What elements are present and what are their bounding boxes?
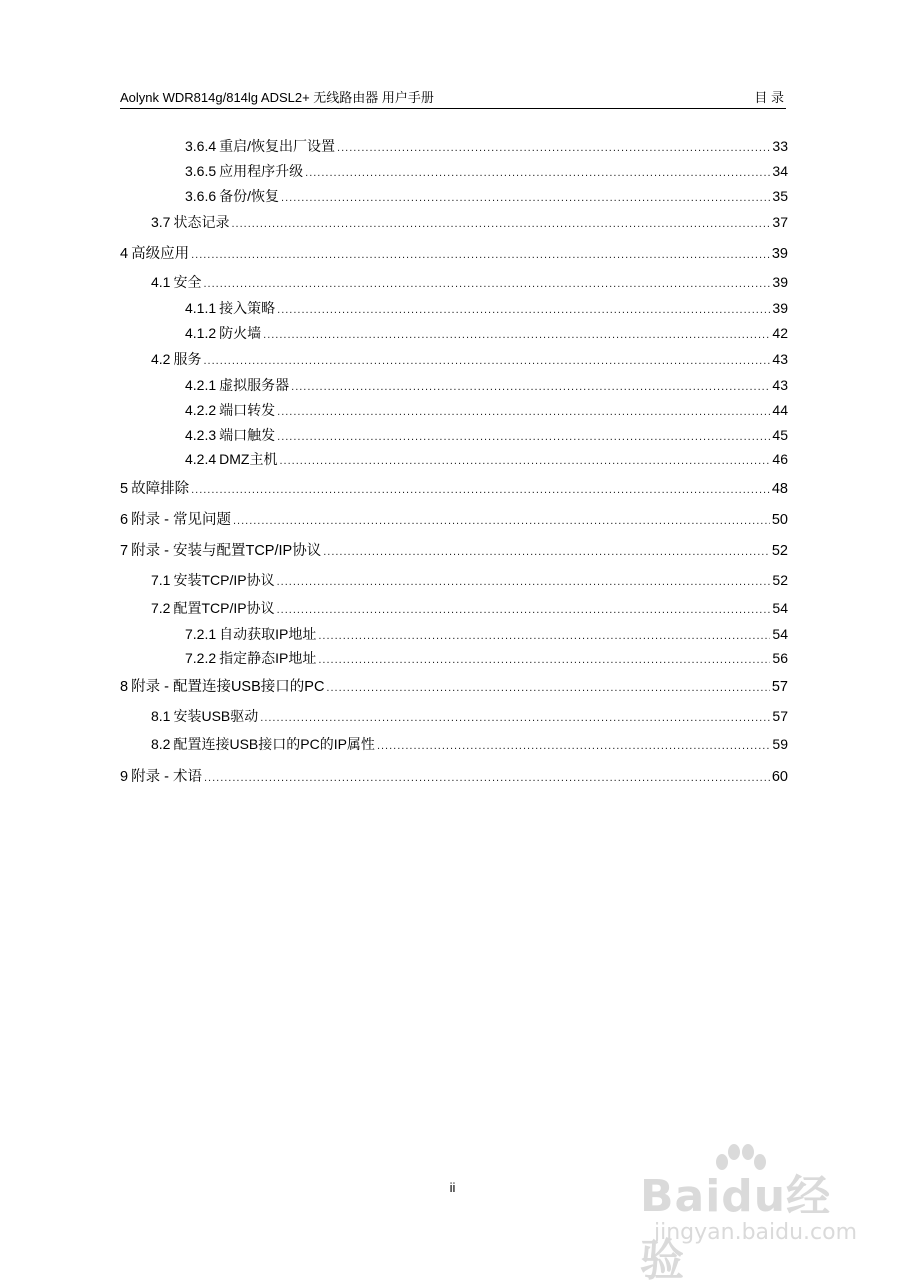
toc-leader-dots [191, 481, 770, 499]
toc-entry[interactable] [151, 571, 788, 591]
toc-entry[interactable] [185, 376, 788, 396]
toc-leader-dots [233, 512, 770, 530]
toc-entry-number: 4.1.2 [185, 325, 217, 341]
toc-entry-title: 自动获取IP地址 [219, 626, 317, 642]
toc-entry-title: 附录 - 配置连接USB接口的PC [131, 679, 325, 695]
toc-entry-title: 附录 - 常见问题 [131, 512, 231, 528]
toc-entry-title: 安装USB驱动 [173, 708, 259, 724]
page-header [120, 87, 784, 106]
toc-entry-page: 57 [772, 708, 788, 724]
toc-entry-page: 52 [772, 572, 788, 588]
toc-entry-title: DMZ主机 [219, 451, 278, 467]
toc-entry-number: 6 [120, 512, 129, 528]
toc-leader-dots [318, 627, 770, 645]
toc-entry-number: 4.2.1 [185, 377, 217, 393]
toc-entry-number: 3.6.5 [185, 163, 217, 179]
toc-entry-title: 安装TCP/IP协议 [173, 572, 275, 588]
toc-leader-dots [277, 601, 770, 619]
toc-entry-title: 应用程序升级 [219, 163, 304, 179]
toc-entry-number: 8.2 [151, 736, 171, 752]
toc-entry-page: 43 [772, 351, 788, 367]
toc-leader-dots [203, 275, 770, 293]
toc-leader-dots [326, 679, 769, 697]
toc-entry[interactable] [151, 707, 788, 727]
toc-entry-page: 43 [772, 377, 788, 393]
toc-entry-number: 8.1 [151, 708, 171, 724]
toc-entry-page: 54 [772, 600, 788, 616]
toc-entry-title: 指定静态IP地址 [219, 650, 317, 666]
toc-entry-page: 44 [772, 402, 788, 418]
watermark-url: jingyan.baidu.com [654, 1220, 858, 1245]
toc-entry[interactable] [120, 542, 788, 561]
toc-entry-number: 4.1.1 [185, 300, 217, 316]
toc-leader-dots [291, 378, 770, 396]
toc-entry[interactable] [151, 735, 788, 755]
toc-entry-page: 50 [771, 512, 788, 528]
toc-entry[interactable] [120, 245, 788, 264]
toc-entry-title: 防火墙 [219, 325, 262, 341]
toc-entry[interactable] [120, 768, 788, 787]
toc-leader-dots [318, 651, 770, 669]
toc-entry-number: 3.6.4 [185, 138, 217, 154]
toc-entry-number: 4.2.2 [185, 402, 217, 418]
section-name: 目 录 [754, 90, 784, 105]
toc-entry-number: 4 [120, 246, 129, 262]
toc-entry-number: 5 [120, 481, 129, 497]
toc-leader-dots [260, 709, 770, 727]
toc-entry-page: 57 [771, 679, 788, 695]
toc-entry-title: 安全 [173, 274, 202, 290]
toc-entry[interactable] [120, 511, 788, 530]
toc-entry-number: 7 [120, 543, 129, 559]
toc-entry-number: 4.1 [151, 274, 171, 290]
toc-entry-title: 配置TCP/IP协议 [173, 600, 275, 616]
toc-entry[interactable] [151, 213, 788, 233]
toc-leader-dots [277, 573, 770, 591]
document-title: Aolynk WDR814g/814lg ADSL2+ 无线路由器 用户手册 [120, 90, 434, 105]
toc-entry-title: 虚拟服务器 [219, 377, 290, 393]
toc-entry-title: 配置连接USB接口的PC的IP属性 [173, 736, 375, 752]
toc-entry-title: 附录 - 安装与配置TCP/IP协议 [131, 543, 322, 559]
toc-leader-dots [281, 189, 770, 207]
toc-entry-page: 56 [772, 650, 788, 666]
toc-entry-page: 35 [772, 188, 788, 204]
toc-entry-number: 7.1 [151, 572, 171, 588]
toc-entry-page: 34 [772, 163, 788, 179]
toc-entry[interactable] [185, 625, 788, 645]
toc-leader-dots [277, 428, 770, 446]
toc-leader-dots [231, 215, 770, 233]
toc-entry-page: 52 [771, 543, 788, 559]
toc-entry[interactable] [185, 401, 788, 421]
toc-entry-number: 3.6.6 [185, 188, 217, 204]
toc-leader-dots [191, 246, 770, 264]
toc-entry-title: 服务 [173, 351, 202, 367]
toc-leader-dots [204, 769, 770, 787]
toc-leader-dots [279, 452, 770, 470]
toc-entry-page: 60 [771, 769, 788, 785]
toc-entry-number: 4.2 [151, 351, 171, 367]
toc-entry-number: 9 [120, 769, 129, 785]
watermark-brand: Baidu经验 [640, 1171, 832, 1286]
toc-entry[interactable] [151, 599, 788, 619]
toc-entry-title: 备份/恢复 [219, 188, 280, 204]
toc-entry[interactable] [185, 299, 788, 319]
toc-entry[interactable] [185, 649, 788, 669]
toc-entry-page: 33 [772, 138, 788, 154]
toc-leader-dots [323, 543, 770, 561]
page-number: ii [449, 1180, 456, 1195]
toc-entry-title: 端口转发 [219, 402, 276, 418]
toc-entry[interactable] [185, 137, 788, 157]
toc-leader-dots [277, 403, 770, 421]
toc-entry[interactable] [151, 273, 788, 293]
toc-entry-number: 4.2.3 [185, 427, 217, 443]
toc-entry-title: 状态记录 [173, 214, 230, 230]
toc-entry[interactable] [151, 350, 788, 370]
toc-entry-number: 7.2.1 [185, 626, 217, 642]
toc-entry-page: 45 [772, 427, 788, 443]
toc-leader-dots [377, 737, 770, 755]
toc-entry-page: 37 [772, 214, 788, 230]
toc-entry-title: 端口触发 [219, 427, 276, 443]
toc-leader-dots [277, 301, 770, 319]
toc-entry-title: 附录 - 术语 [131, 769, 202, 785]
toc-entry[interactable] [185, 187, 788, 207]
toc-entry[interactable] [185, 162, 788, 182]
toc-entry[interactable] [185, 324, 788, 344]
toc-entry[interactable] [120, 678, 788, 697]
toc-entry-number: 8 [120, 679, 129, 695]
toc-entry-page: 39 [772, 274, 788, 290]
toc-entry-title: 故障排除 [131, 481, 190, 497]
toc-leader-dots [305, 164, 770, 182]
toc-entry-number: 3.7 [151, 214, 171, 230]
toc-entry[interactable] [185, 450, 788, 470]
toc-entry-page: 46 [772, 451, 788, 467]
toc-entry-page: 39 [771, 246, 788, 262]
toc-entry-page: 59 [772, 736, 788, 752]
toc-entry-page: 42 [772, 325, 788, 341]
toc-entry-page: 39 [772, 300, 788, 316]
toc-entry-number: 7.2.2 [185, 650, 217, 666]
toc-entry-title: 重启/恢复出厂设置 [219, 138, 336, 154]
header-divider [120, 108, 786, 109]
toc-entry-title: 高级应用 [131, 246, 190, 262]
toc-entry-number: 4.2.4 [185, 451, 217, 467]
toc-entry-number: 7.2 [151, 600, 171, 616]
toc-entry-title: 接入策略 [219, 300, 276, 316]
toc-entry-page: 48 [771, 481, 788, 497]
toc-leader-dots [263, 326, 770, 344]
baidu-watermark [640, 1140, 865, 1286]
toc-entry[interactable] [185, 426, 788, 446]
toc-leader-dots [203, 352, 770, 370]
toc-leader-dots [337, 139, 770, 157]
toc-entry-page: 54 [772, 626, 788, 642]
toc-entry[interactable] [120, 480, 788, 499]
